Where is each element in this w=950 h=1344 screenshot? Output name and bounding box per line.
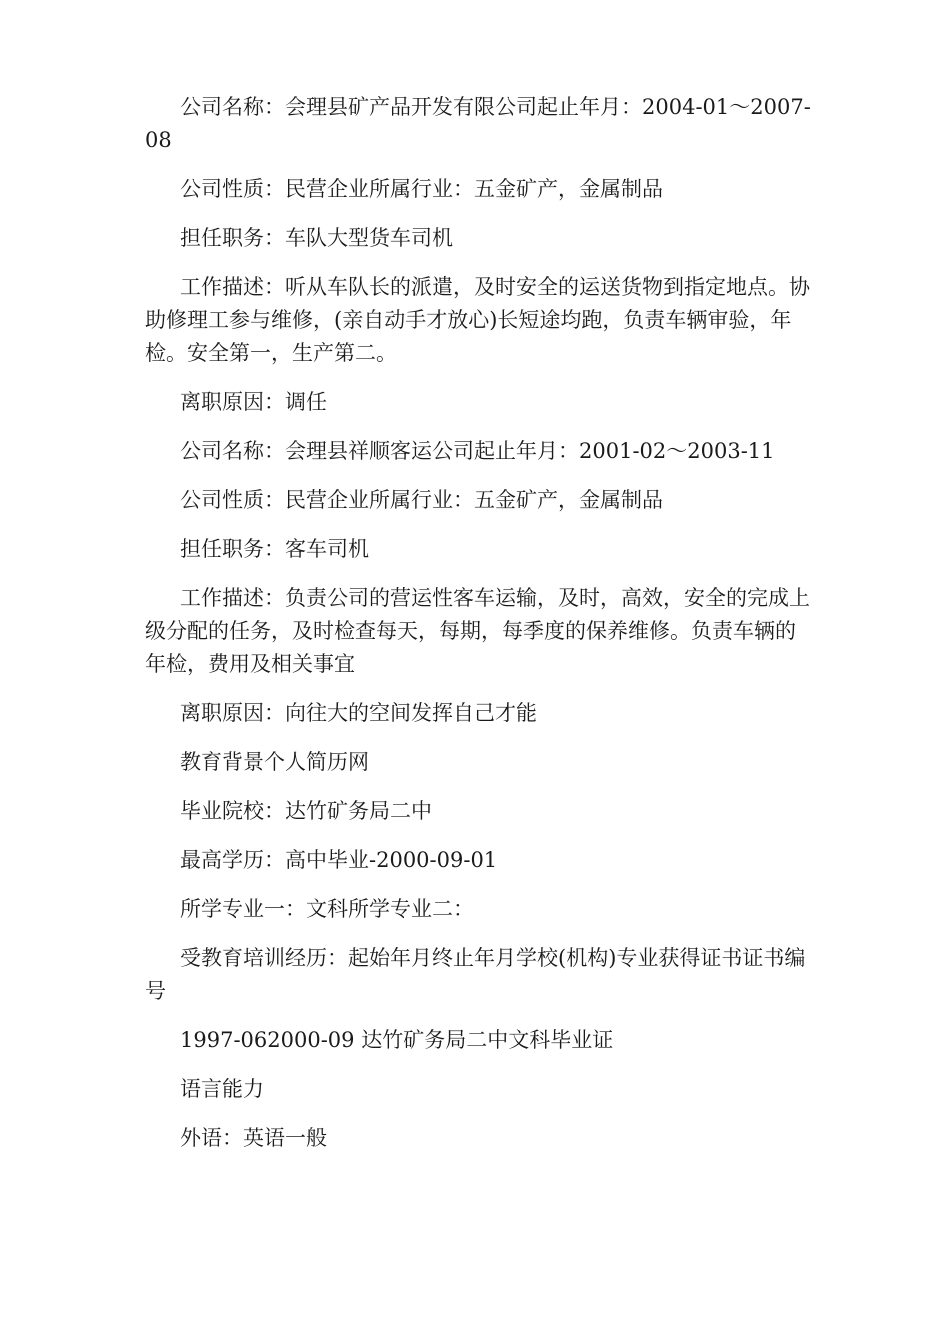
language-heading: 语言能力 — [180, 1077, 264, 1101]
company-name-2: 公司名称：会理县祥顺客运公司起止年月：2001-02～2003-11 — [180, 439, 775, 463]
foreign-language: 外语：英语一般 — [180, 1126, 327, 1150]
position-1: 担任职务：车队大型货车司机 — [180, 226, 453, 250]
document-page — [145, 91, 815, 1171]
company-type-1: 公司性质：民营企业所属行业：五金矿产，金属制品 — [180, 177, 663, 201]
graduated-school: 毕业院校：达竹矿务局二中 — [180, 799, 432, 823]
job-description-1: 工作描述：听从车队长的派遣，及时安全的运送货物到指定地点。协助修理工参与维修，(亲自动手才放心)长短途均跑，负责车辆审验，年检。安全第一，生产第二。 — [145, 275, 810, 365]
highest-degree: 最高学历：高中毕业-2000-09-01 — [180, 848, 498, 872]
majors: 所学专业一：文科所学专业二： — [180, 897, 474, 921]
leave-reason-1: 离职原因：调任 — [180, 390, 327, 414]
job-description-2: 工作描述：负责公司的营运性客车运输，及时，高效，安全的完成上级分配的任务，及时检查每天，每期，每季度的保养维修。负责车辆的年检，费用及相关事宜 — [145, 586, 810, 676]
company-type-2: 公司性质：民营企业所属行业：五金矿产，金属制品 — [180, 488, 663, 512]
position-2: 担任职务：客车司机 — [180, 537, 369, 561]
leave-reason-2: 离职原因：向往大的空间发挥自己才能 — [180, 701, 537, 725]
company-name-1: 公司名称：会理县矿产品开发有限公司起止年月：2004-01～2007-08 — [145, 95, 811, 152]
training-header: 受教育培训经历：起始年月终止年月学校(机构)专业获得证书证书编号 — [145, 946, 806, 1003]
education-heading: 教育背景个人简历网 — [180, 750, 369, 774]
training-record: 1997-062000-09 达竹矿务局二中文科毕业证 — [180, 1028, 614, 1052]
